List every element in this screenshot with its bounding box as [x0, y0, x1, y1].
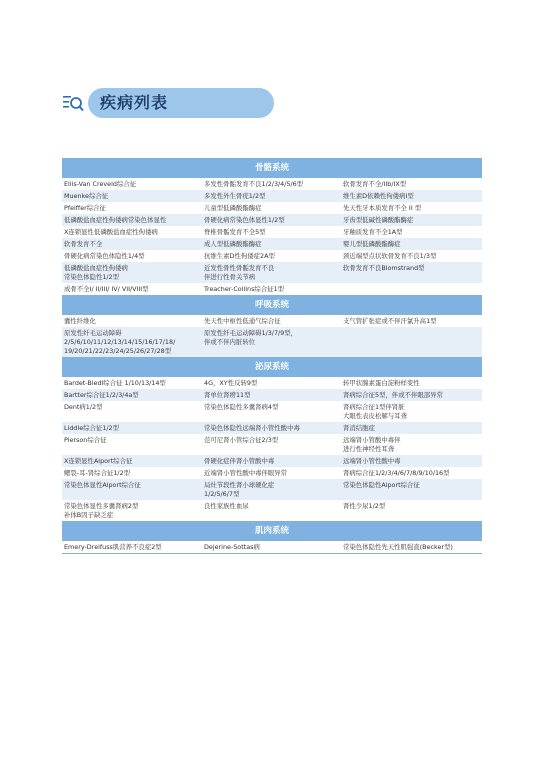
table-cell: 常染色体隐性远端肾小管性酸中毒	[204, 423, 300, 432]
table-row	[62, 377, 482, 389]
table-cell: Dent病1/2型	[64, 402, 103, 411]
table-cell: 原发性纤毛运动障碍 2/5/6/10/11/12/13/14/15/16/17/18/ 19/20/21/22/23/24/25/26/27/28型	[64, 328, 176, 355]
table-row	[62, 455, 482, 467]
table-cell: 多发性骨骺发育不良1/2/3/4/5/6型	[204, 179, 304, 188]
table-cell: 常染色体隐性Alport综合征	[343, 480, 420, 489]
table-cell: X连锁显性Alport综合征	[64, 456, 133, 465]
table-row	[62, 541, 482, 553]
table-row	[62, 467, 482, 479]
table-cell: 婴儿型低磷酸酯酶症	[343, 239, 401, 248]
table-cell: Liddle综合征1/2型	[64, 423, 120, 432]
table-cell: 维生素D依赖性佝偻病I型	[343, 191, 414, 200]
table-cell: 牙齿型低碱性磷酸酯酶症	[343, 215, 414, 224]
table-cell: 牙釉质发育不全1A型	[343, 227, 403, 236]
disease-table	[62, 158, 482, 554]
table-row	[62, 262, 482, 283]
table-cell	[341, 327, 482, 357]
table-cell: Pierson综合征	[64, 435, 107, 444]
table-row	[62, 315, 482, 327]
table-cell: 肾性少尿1/2型	[343, 501, 386, 510]
table-row	[62, 226, 482, 238]
table-row	[62, 238, 482, 250]
table-cell: Dejerine-Sottas病	[204, 542, 260, 551]
table-cell: 低磷酸盐血症性佝偻病 常染色体隐性1/2型	[64, 263, 128, 281]
table-cell: 骨硬化病常染色体隐性1/4型	[64, 251, 145, 260]
table-row	[62, 178, 482, 190]
table-cell: 原发性纤毛运动障碍1/3/7/9型， 伴或不伴内脏转位	[204, 328, 298, 346]
table-cell: 常染色体显性多囊肾病2型 补体B因子缺乏症	[64, 501, 139, 519]
document-search-icon	[62, 93, 84, 113]
section-header: 呼吸系统	[62, 295, 482, 315]
table-row	[62, 250, 482, 262]
table-cell: 低磷酸盐血症性佝偻病常染色体显性	[64, 215, 167, 224]
page-title-block	[62, 88, 222, 118]
table-cell: Emery-Dreifuss肌营养不良症2型	[64, 542, 162, 551]
table-cell: 多发性外生骨疣1/2型	[204, 191, 266, 200]
table-cell: 肾病综合征1型伴肾脏 大眼性表皮松解与耳聋	[343, 402, 407, 420]
table-cell: 囊性纤维化	[64, 316, 96, 325]
table-cell: Bardet-Biedl综合征 1/10/13/14型	[64, 378, 166, 387]
table-cell: 脊椎骨骺发育不全5型	[204, 227, 266, 236]
section-header: 骨骼系统	[62, 158, 482, 178]
table-cell: 软骨发育不良Blomstrand型	[343, 263, 425, 272]
table-cell: 先天性中枢性低通气综合征	[204, 316, 281, 325]
table-cell: 骨硬化病常染色体显性1/2型	[204, 215, 285, 224]
table-row	[62, 500, 482, 521]
table-cell: 先天性牙本质发育不全 II 型	[343, 203, 422, 212]
table-row	[62, 327, 482, 357]
table-cell: 软骨发育不全	[64, 239, 103, 248]
table-cell: 鳃裂-耳-肾综合征1/2型	[64, 468, 131, 477]
table-cell: 抗维生素D性佝偻症2A型	[204, 251, 275, 260]
table-cell: 远端肾小管酸中毒伴 进行性神经性耳聋	[343, 435, 401, 453]
table-cell: Muenke综合征	[64, 191, 109, 200]
table-cell: 转甲状腺素蛋白淀粉样变性	[343, 378, 420, 387]
table-cell: 儿童型低磷酸酯酶症	[204, 203, 262, 212]
table-row	[62, 214, 482, 226]
table-cell: 支气管扩张症或不伴汗氯升高1型	[343, 316, 437, 325]
table-cell	[341, 283, 482, 295]
table-cell: 骨硬化症伴肾小管酸中毒	[204, 456, 275, 465]
table-cell: 4G，XY性反转9型	[204, 378, 258, 387]
table-row	[62, 401, 482, 422]
table-row	[62, 422, 482, 434]
table-cell: 肾单位肾痨11型	[204, 390, 251, 399]
table-cell: Ellis-Van Creveld综合征	[64, 179, 137, 188]
table-cell: 常染色体隐性多囊肾病4型	[204, 402, 279, 411]
table-cell: Pfeiffer综合征	[64, 203, 106, 212]
section-header: 肌肉系统	[62, 521, 482, 541]
table-cell: Bartter综合征1/2/3/4a型	[64, 390, 139, 399]
table-cell: 常染色体显性Alport综合征	[64, 480, 141, 489]
table-row	[62, 434, 482, 455]
table-cell: 近端肾小管性酸中毒伴眼异常	[204, 468, 288, 477]
table-cell: 局灶节段性肾小球硬化症 1/2/5/6/7型	[204, 480, 275, 498]
table-cell: 范可尼肾小管综合征2/3型	[204, 435, 279, 444]
table-cell: 常染色体隐性先天性肌强直(Becker型)	[343, 542, 453, 551]
table-cell: 成人型低磷酸酯酶症	[204, 239, 262, 248]
table-cell: 颈近端型点状软骨发育不良1/3型	[343, 251, 437, 260]
table-cell: X连锁显性低磷酸盐血症性佝偻病	[64, 227, 158, 236]
table-row	[62, 190, 482, 202]
table-row	[62, 202, 482, 214]
table-cell: 良性家族性血尿	[204, 501, 249, 510]
table-cell: 软骨发育不全/IIb/IX型	[343, 179, 407, 188]
table-cell: 远端肾小管性酸中毒	[343, 456, 401, 465]
table-cell: 肾病综合征5型，伴或不伴眼部异常	[343, 390, 443, 399]
table-cell: 肾消结胞症	[343, 423, 375, 432]
table-row	[62, 389, 482, 401]
section-header: 泌尿系统	[62, 357, 482, 377]
table-cell: 成骨不全I/ II/III/ IV/ VII/VIII型	[64, 284, 149, 293]
page-title: 疾病列表	[100, 93, 169, 112]
table-cell: Treacher-Collins综合征1型	[204, 284, 285, 293]
table-row	[62, 283, 482, 295]
table-cell: 近发性骨性骨骺发育不良 伴进行性骨关节病	[204, 263, 275, 281]
table-cell: 肾病综合征1/2/3/4/6/7/8/9/10/16型	[343, 468, 450, 477]
table-bottom-rule	[62, 553, 482, 554]
table-row	[62, 479, 482, 500]
